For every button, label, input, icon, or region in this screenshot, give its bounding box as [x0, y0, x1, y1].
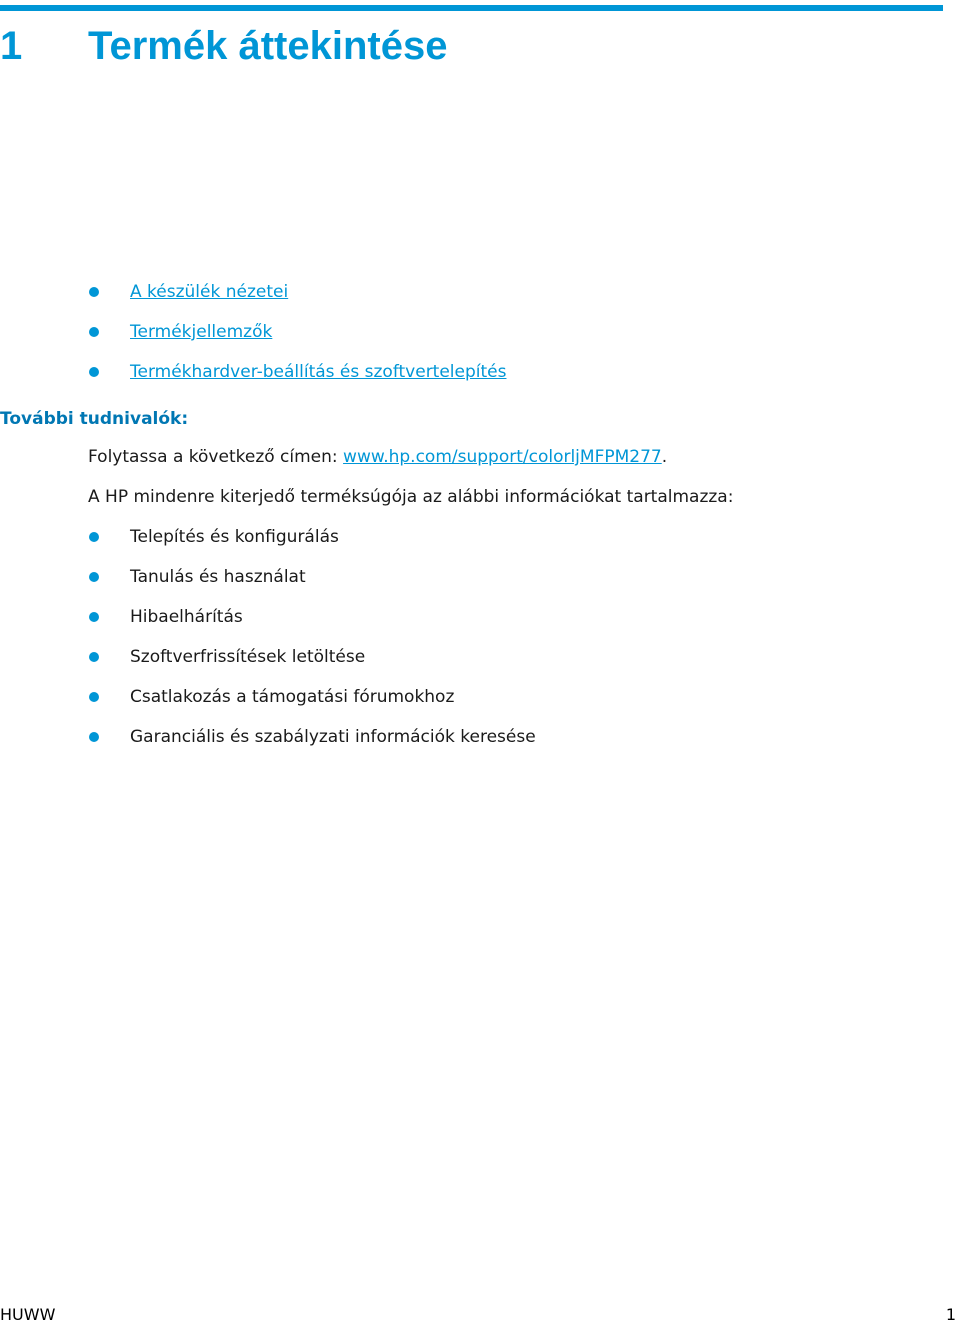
- chapter-title: Termék áttekintése: [88, 24, 448, 68]
- link-hardware-software-setup[interactable]: Termékhardver-beállítás és szoftvertelepítés: [130, 362, 507, 382]
- visit-paragraph: [88, 445, 667, 469]
- feature-item: Csatlakozás a támogatási fórumokhoz: [130, 687, 455, 707]
- feature-item: Garanciális és szabályzati információk keresése: [130, 727, 536, 747]
- bullet-icon: [89, 572, 99, 582]
- chapter-number: 1: [0, 24, 23, 68]
- feature-item: Telepítés és konfigurálás: [130, 527, 339, 547]
- bullet-icon: [89, 287, 99, 297]
- link-product-features[interactable]: Termékjellemzők: [130, 322, 273, 342]
- bullet-icon: [89, 692, 99, 702]
- link-product-views[interactable]: A készülék nézetei: [130, 282, 289, 302]
- visit-prefix: Folytassa a következő címen:: [88, 447, 344, 467]
- bullet-icon: [89, 652, 99, 662]
- bullet-icon: [89, 367, 99, 377]
- visit-suffix: .: [661, 447, 668, 467]
- bullet-icon: [89, 612, 99, 622]
- feature-item: Szoftverfrissítések letöltése: [130, 647, 366, 667]
- feature-item: Tanulás és használat: [130, 567, 306, 587]
- bullet-icon: [89, 732, 99, 742]
- feature-item: Hibaelhárítás: [130, 607, 243, 627]
- bullet-icon: [89, 327, 99, 337]
- footer-locale-code: HUWW: [0, 1305, 56, 1324]
- chapter-heading: [0, 18, 447, 74]
- footer-page-number: 1: [945, 1305, 956, 1324]
- header-rule: [0, 5, 943, 11]
- help-intro-paragraph: A HP mindenre kiterjedő terméksúgója az alábbi információkat tartalmazza:: [88, 487, 734, 507]
- support-url-link[interactable]: www.hp.com/support/colorljMFPM277: [343, 447, 662, 467]
- more-info-label: További tudnivalók:: [0, 409, 189, 429]
- bullet-icon: [89, 532, 99, 542]
